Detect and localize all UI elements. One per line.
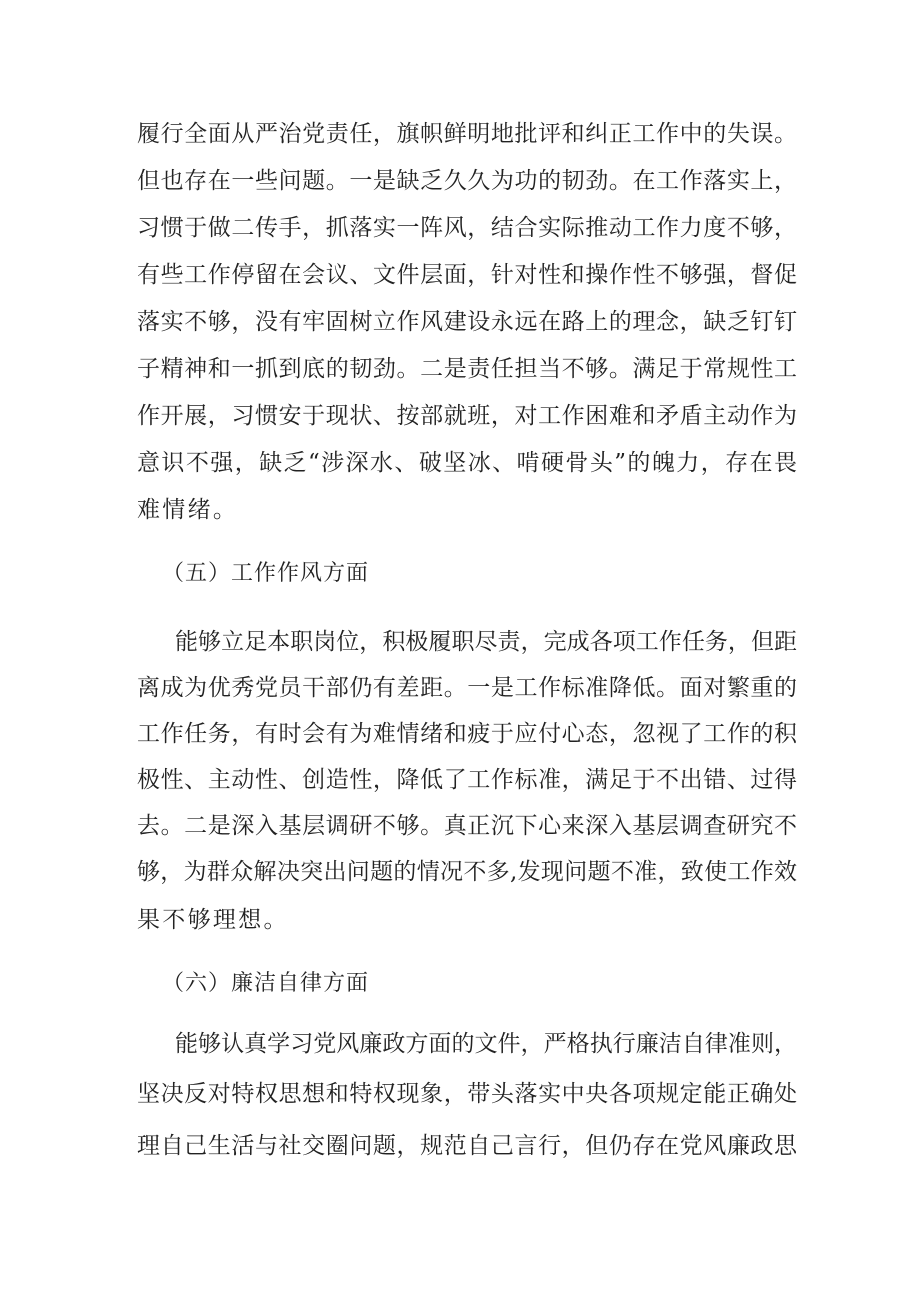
paragraph-line: 难情绪。 [137,497,239,523]
paragraph-line: 作开展，习惯安于现状、按部就班，对工作困难和矛盾主动作为 [137,403,797,429]
paragraph-line: 够，为群众解决突出问题的情况不多,发现问题不准，致使工作效 [137,859,797,885]
paragraph-line: 习惯于做二传手，抓落实一阵风，结合实际推动工作力度不够， [137,215,797,241]
section-heading: （五）工作作风方面 [162,561,370,586]
paragraph-line: 有些工作停留在会议、文件层面，针对性和操作性不够强，督促 [137,262,797,288]
paragraph-line: 履行全面从严治党责任，旗帜鲜明地批评和纠正工作中的失误。 [137,121,797,147]
paragraph-line: 落实不够，没有牢固树立作风建设永远在路上的理念，缺乏钉钉 [137,309,797,335]
paragraph-line: 意识不强，缺乏“涉深水、破坚冰、啃硬骨头”的魄力，存在畏 [137,450,797,476]
paragraph-line: 子精神和一抓到底的韧劲。二是责任担当不够。满足于常规性工 [137,356,797,382]
paragraph-line: 果不够理想。 [137,907,289,933]
paragraph-line: 离成为优秀党员干部仍有差距。一是工作标准降低。面对繁重的 [137,675,797,701]
paragraph-line: 能够认真学习党风廉政方面的文件，严格执行廉洁自律准则， [175,1031,797,1057]
paragraph-line: 坚决反对特权思想和特权现象，带头落实中央各项规定能正确处 [137,1081,797,1107]
paragraph-line: 能够立足本职岗位，积极履职尽责，完成各项工作任务，但距 [175,629,797,655]
section-heading: （六）廉洁自律方面 [162,971,370,996]
paragraph-line: 理自己生活与社交圈问题，规范自己言行，但仍存在党风廉政思 [137,1133,797,1159]
paragraph-line: 去。二是深入基层调研不够。真正沉下心来深入基层调查研究不 [137,813,797,839]
paragraph-line: 但也存在一些问题。一是缺乏久久为功的韧劲。在工作落实上， [137,168,797,194]
paragraph-line: 极性、主动性、创造性，降低了工作标准，满足于不出错、过得 [137,767,797,793]
paragraph-line: 工作任务，有时会有为难情绪和疲于应付心态，忽视了工作的积 [137,721,797,747]
